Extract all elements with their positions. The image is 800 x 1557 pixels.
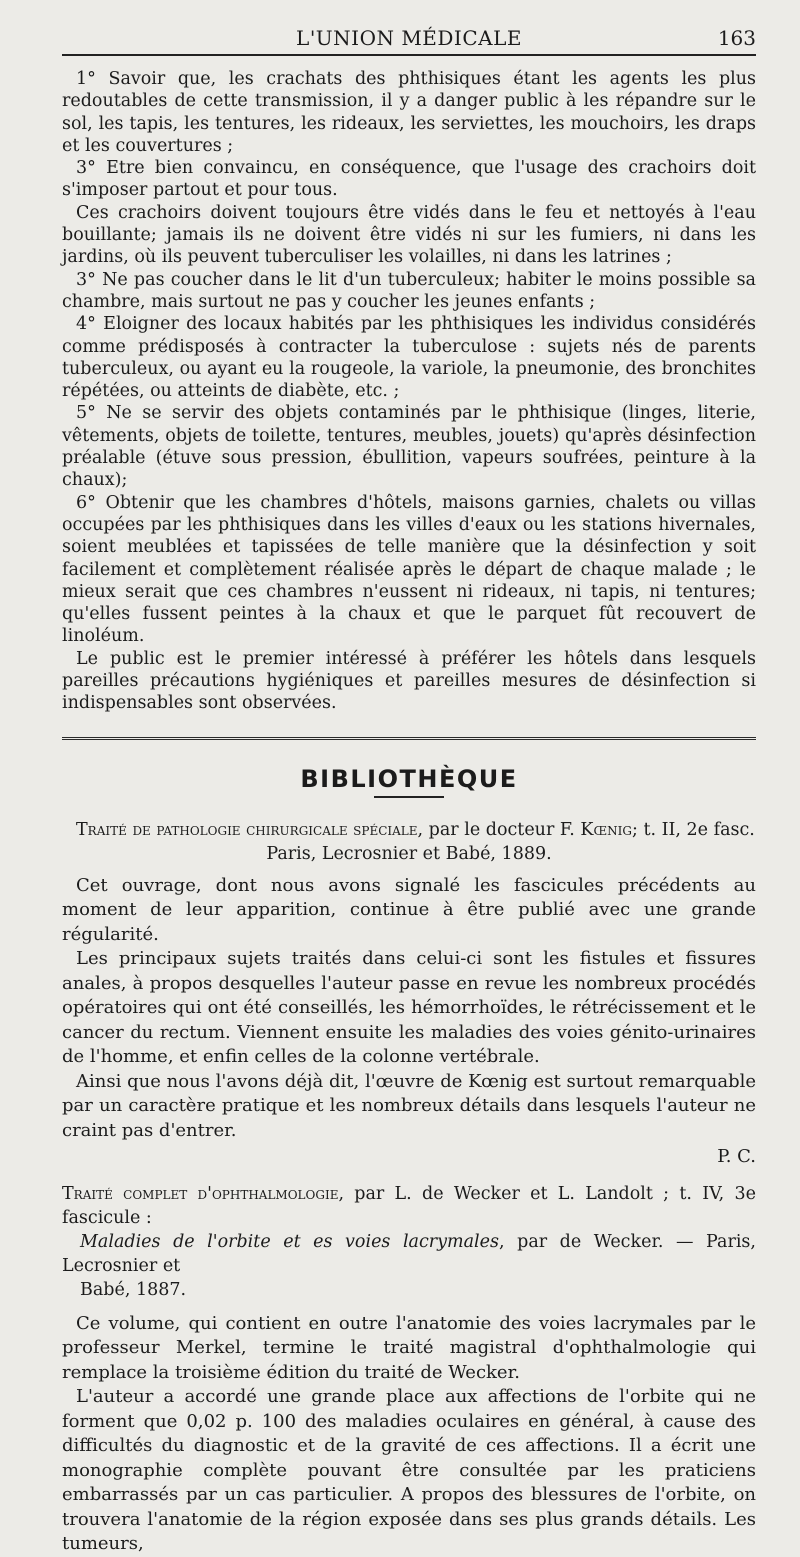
book-title: Traité complet d'ophthalmologie (62, 1183, 339, 1204)
measure-paragraph: 1° Savoir que, les crachats des phthisiques étant les agents les plus redoutables de cette transmission, il y a danger public à les répandre sur le sol, les tapis, les tentures, les rideaux, les serviettes, les mouchoirs, les draps et les couvertures ; (62, 69, 756, 156)
review-paragraph: Ainsi que nous l'avons déjà dit, l'œuvre de Kœnig est surtout remarquable par un caractère pratique et les nombreux détails dans lesquels l'auteur ne craint pas d'entrer. (62, 1070, 756, 1141)
page-header (62, 18, 756, 52)
measure-paragraph: 3° Ne pas coucher dans le lit d'un tuberculeux; habiter le moins possible sa chambre, mais surtout ne pas y coucher les jeunes enfants ; (62, 269, 756, 312)
measure-paragraph: 5° Ne se servir des objets contaminés par le phthisique (linges, literie, vêtements, objets de toilette, tentures, meubles, jouets) qu'après désinfection préalable (étuve sous pression, ébullition, vapeurs soufrées, peinture à la chaux); (62, 403, 756, 491)
section-title: BIBLIOTHÈQUE (300, 764, 518, 793)
measure-paragraph: 3° Etre bien convaincu, en conséquence, que l'usage des crachoirs doit s'imposer partout et pour tous. (62, 158, 756, 201)
measure-paragraph: 4° Eloigner des locaux habités par les phthisiques les individus considérés comme prédisposés à contracter la tuberculose : sujets nés de parents tuberculeux, ou ayant eu la rougeole, la variole, la pneumonie, des bronchites répétées, ou atteints de diabète, etc. ; (62, 314, 756, 402)
book-subtitle: Maladies de l'orbite et es voies lacrymales (80, 1231, 499, 1252)
book-reference-koenig (62, 818, 756, 866)
review-paragraph: L'auteur a accordé une grande place aux affections de l'orbite qui ne forment que 0,02 p. 100 des maladies oculaires en général, à cause des difficultés du diagnostic et de la gravité de ces affections. Il a écrit une monographie complète pouvant être consultée par les praticiens embarrassés par un cas particulier. A propos des blessures de l'orbite, on trouvera l'anatomie de la région exposée dans ses plus grands détails. Les tumeurs, (62, 1386, 756, 1555)
subtitle-author: , par de Wecker. — Paris, Lecrosnier et (62, 1231, 756, 1276)
book-authors: , par L. de Wecker et L. Landolt ; t. IV, 3e fascicule : (62, 1183, 757, 1228)
author-intro: , par le docteur (417, 819, 560, 840)
book-author: F. Kœnig (559, 819, 632, 840)
page-number: 163 (717, 26, 756, 50)
measure-paragraph: Ces crachoirs doivent toujours être vidés dans le feu et nettoyés à l'eau bouillante; jamais ils ne doivent être vidés ni sur les fumiers, ni dans les jardins, où ils peuvent tuberculiser les volailles, ni dans les latrines ; (62, 202, 756, 268)
title-underline (374, 796, 444, 798)
book-imprint: Paris, Lecrosnier et Babé, 1889. (266, 843, 552, 864)
book-imprint: Babé, 1887. (80, 1279, 187, 1300)
running-title: L'UNION MÉDICALE (296, 26, 522, 50)
review-wecker (62, 1312, 756, 1557)
measure-paragraph: Le public est le premier intéressé à préférer les hôtels dans lesquels pareilles précautions hygiéniques et pareilles mesures de désinfection si indispensables sont observées. (62, 648, 756, 714)
section-divider (62, 737, 756, 740)
book-reference-wecker (62, 1182, 756, 1302)
header-rule (62, 54, 756, 56)
page-content (62, 68, 756, 1557)
book-volume: ; t. II, 2e fasc. (631, 819, 755, 840)
review-paragraph: Cet ouvrage, dont nous avons signalé les fascicules précédents au moment de leur apparition, continue à être publié avec une grande régularité. (62, 874, 756, 945)
book-title: Traité de pathologie chirurgicale spéciale (76, 819, 418, 840)
hygiene-measures (62, 68, 756, 715)
review-paragraph: Ce volume, qui contient en outre l'anatomie des voies lacrymales par le professeur Merkel, termine le traité magistral d'ophthalmologie qui remplace la troisième édition du traité de Wecker. (62, 1312, 756, 1383)
review-koenig (62, 874, 756, 1170)
review-paragraph: Les principaux sujets traités dans celui-ci sont les fistules et fissures anales, à propos desquelles l'auteur passe en revue les nombreux procédés opératoires qui ont été conseillés, les hémorrhoïdes, le rétrécissement et le cancer du rectum. Viennent ensuite les maladies des voies génito-urinaires de l'homme, et enfin celles de la colonne vertébrale. (62, 948, 756, 1068)
review-signature: P. C. (717, 1146, 756, 1168)
measure-paragraph: 6° Obtenir que les chambres d'hôtels, maisons garnies, chalets ou villas occupées par les phthisiques dans les villes d'eaux ou les stations hivernales, soient meublées et tapissées de telle manière que la désinfection y soit facilement et complètement réalisée après le départ de chaque malade ; le mieux serait que ces chambres n'eussent ni rideaux, ni tapis, ni tentures; qu'elles fussent peintes à la chaux et que le parquet fût recouvert de linoléum. (62, 492, 756, 647)
